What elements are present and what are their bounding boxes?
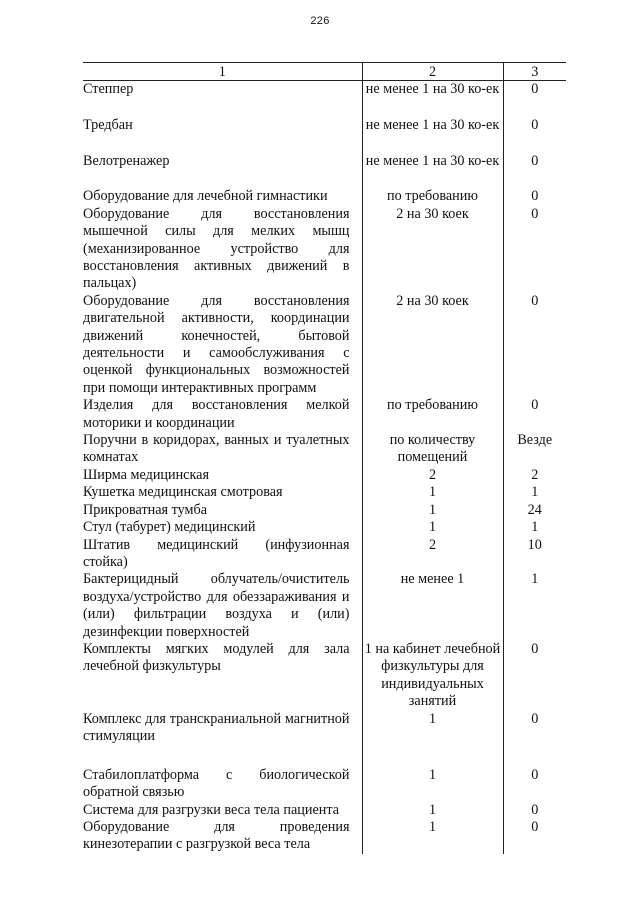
equipment-name-cell-text: Оборудование для восстановления двигательной активности, координации движений конечностей, бытовой деятельности и самообслуживания с оценкой функциональных возможностей при помощи интерактивных программ	[83, 292, 350, 396]
table-row	[83, 502, 566, 519]
value-cell-text: 0	[531, 710, 539, 727]
requirement-cell	[362, 502, 503, 519]
requirement-cell-text: 1	[428, 484, 437, 501]
equipment-name-cell	[83, 711, 362, 767]
requirement-cell-text: 2 на 30 коек	[396, 205, 469, 222]
requirement-cell-text: не менее 1 на 30 ко-ек	[365, 152, 500, 169]
requirement-cell-text: 1 на кабинет лечебной физкультуры для индивидуальных занятий	[364, 640, 501, 710]
value-cell-text: 0	[531, 205, 539, 222]
equipment-name-cell	[83, 502, 362, 519]
value-cell-text: 0	[531, 640, 539, 657]
value-cell	[503, 153, 566, 189]
value-cell-text: 1	[531, 571, 539, 588]
value-cell-text: 0	[531, 116, 539, 133]
requirement-cell	[362, 571, 503, 641]
table-body	[83, 81, 566, 854]
value-cell	[503, 188, 566, 205]
value-cell	[503, 571, 566, 641]
equipment-name-cell-text: Стабилоплатформа с биологической обратной связью	[83, 766, 350, 801]
table-row	[83, 293, 566, 397]
requirement-cell	[362, 519, 503, 536]
value-cell	[503, 432, 566, 467]
requirement-cell	[362, 206, 503, 293]
value-cell	[503, 819, 566, 854]
equipment-name-cell	[83, 641, 362, 711]
requirement-cell-text: 1	[428, 519, 437, 536]
value-cell-text: 10	[527, 536, 542, 553]
equipment-name-cell-text: Стул (табурет) медицинский	[83, 519, 256, 536]
value-cell	[503, 802, 566, 819]
equipment-name-cell-text: Тредбан	[83, 116, 133, 133]
table-row	[83, 519, 566, 536]
equipment-name-cell-text: Система для разгрузки веса тела пациента	[83, 801, 340, 818]
table-row	[83, 711, 566, 767]
equipment-table	[83, 62, 566, 854]
value-cell-text: 0	[531, 81, 539, 97]
column-header-3: 3	[503, 63, 566, 81]
equipment-name-cell	[83, 802, 362, 819]
requirement-cell	[362, 467, 503, 484]
requirement-cell	[362, 293, 503, 397]
requirement-cell-text: по количеству помещений	[389, 432, 476, 466]
table-row	[83, 188, 566, 205]
requirement-cell	[362, 711, 503, 767]
table-row	[83, 819, 566, 854]
value-cell	[503, 81, 566, 117]
value-cell-text: Везде	[517, 432, 553, 449]
page-number: 226	[310, 15, 330, 27]
table-header	[83, 63, 566, 81]
equipment-name-cell	[83, 153, 362, 189]
requirement-cell	[362, 641, 503, 711]
equipment-name-cell	[83, 519, 362, 536]
table-row	[83, 117, 566, 153]
value-cell	[503, 537, 566, 572]
requirement-cell-text: не менее 1 на 30 ко-ек	[365, 81, 500, 97]
value-cell-text: 0	[531, 801, 539, 818]
value-cell-text: 24	[527, 501, 542, 518]
requirement-cell-text: по требованию	[387, 397, 478, 414]
requirement-cell	[362, 117, 503, 153]
value-cell	[503, 484, 566, 501]
equipment-name-cell	[83, 767, 362, 802]
value-cell-text: 0	[531, 188, 539, 205]
equipment-name-cell	[83, 571, 362, 641]
value-cell-text: 1	[531, 484, 539, 501]
equipment-name-cell	[83, 117, 362, 153]
equipment-table-wrapper	[83, 62, 566, 854]
equipment-name-cell-text: Комплекты мягких модулей для зала лечебной физкультуры	[83, 640, 350, 675]
requirement-cell	[362, 153, 503, 189]
requirement-cell-text: 1	[428, 801, 437, 818]
requirement-cell-text: не менее 1	[400, 571, 465, 588]
equipment-name-cell-text: Оборудование для лечебной гимнастики	[83, 188, 328, 205]
equipment-name-cell	[83, 188, 362, 205]
requirement-cell	[362, 802, 503, 819]
value-cell-text: 0	[531, 397, 539, 414]
equipment-name-cell-text: Ширма медицинская	[83, 466, 209, 483]
value-cell	[503, 117, 566, 153]
equipment-name-cell	[83, 537, 362, 572]
requirement-cell-text: 1	[428, 710, 437, 727]
requirement-cell	[362, 432, 503, 467]
equipment-name-cell	[83, 206, 362, 293]
value-cell-text: 0	[531, 766, 539, 783]
column-header-1: 1	[83, 63, 362, 81]
table-row	[83, 432, 566, 467]
requirement-cell-text: не менее 1 на 30 ко-ек	[365, 116, 500, 133]
value-cell-text: 0	[531, 292, 539, 309]
requirement-cell	[362, 484, 503, 501]
requirement-cell-text: 2	[428, 466, 437, 483]
equipment-name-cell	[83, 432, 362, 467]
equipment-name-cell	[83, 819, 362, 854]
value-cell	[503, 502, 566, 519]
header-row	[83, 63, 566, 81]
requirement-cell-text: 2 на 30 коек	[396, 292, 469, 309]
equipment-name-cell	[83, 467, 362, 484]
equipment-name-cell-text: Оборудование для проведения кинезотерапии с разгрузкой веса тела	[83, 818, 350, 853]
equipment-name-cell-text: Бактерицидный облучатель/очиститель воздуха/устройство для обеззараживания и (или) фильтрации воздуха и (или) дезинфекции поверхностей	[83, 571, 350, 640]
requirement-cell	[362, 767, 503, 802]
requirement-cell-text: 2	[428, 536, 437, 553]
equipment-name-cell-text: Оборудование для восстановления мышечной силы для мелких мышц (механизированное устройство для восстановления активных движений в пальцах)	[83, 205, 350, 292]
equipment-name-cell	[83, 293, 362, 397]
value-cell	[503, 467, 566, 484]
equipment-name-cell	[83, 484, 362, 501]
requirement-cell	[362, 537, 503, 572]
value-cell	[503, 293, 566, 397]
value-cell-text: 0	[531, 818, 539, 835]
value-cell-text: 2	[531, 466, 539, 483]
table-row	[83, 153, 566, 189]
table-row	[83, 802, 566, 819]
equipment-name-cell-text: Комплекс для транскраниальной магнитной стимуляции	[83, 710, 350, 744]
requirement-cell-text: 1	[428, 766, 437, 783]
equipment-name-cell-text: Штатив медицинский (инфузионная стойка)	[83, 536, 350, 570]
table-row	[83, 571, 566, 641]
table-row	[83, 767, 566, 802]
table-row	[83, 537, 566, 572]
value-cell	[503, 519, 566, 536]
table-row	[83, 206, 566, 293]
equipment-name-cell-text: Кушетка медицинская смотровая	[83, 484, 283, 501]
table-row	[83, 467, 566, 484]
equipment-name-cell	[83, 81, 362, 117]
requirement-cell	[362, 819, 503, 854]
table-row	[83, 641, 566, 711]
equipment-name-cell-text: Изделия для восстановления мелкой моторики и координации	[83, 397, 350, 431]
table-row	[83, 81, 566, 117]
value-cell	[503, 206, 566, 293]
equipment-name-cell-text: Степпер	[83, 81, 134, 97]
requirement-cell	[362, 397, 503, 432]
value-cell	[503, 397, 566, 432]
value-cell-text: 0	[531, 152, 539, 169]
table-row	[83, 484, 566, 501]
requirement-cell	[362, 81, 503, 117]
equipment-name-cell	[83, 397, 362, 432]
equipment-name-cell-text: Прикроватная тумба	[83, 501, 208, 518]
requirement-cell	[362, 188, 503, 205]
value-cell	[503, 711, 566, 767]
value-cell	[503, 767, 566, 802]
requirement-cell-text: по требованию	[387, 188, 478, 205]
column-header-2: 2	[362, 63, 503, 81]
value-cell	[503, 641, 566, 711]
requirement-cell-text: 1	[428, 818, 437, 835]
equipment-name-cell-text: Поручни в коридорах, ванных и туалетных комнатах	[83, 432, 350, 466]
requirement-cell-text: 1	[428, 501, 437, 518]
value-cell-text: 1	[531, 519, 539, 536]
table-row	[83, 397, 566, 432]
equipment-name-cell-text: Велотренажер	[83, 152, 170, 169]
